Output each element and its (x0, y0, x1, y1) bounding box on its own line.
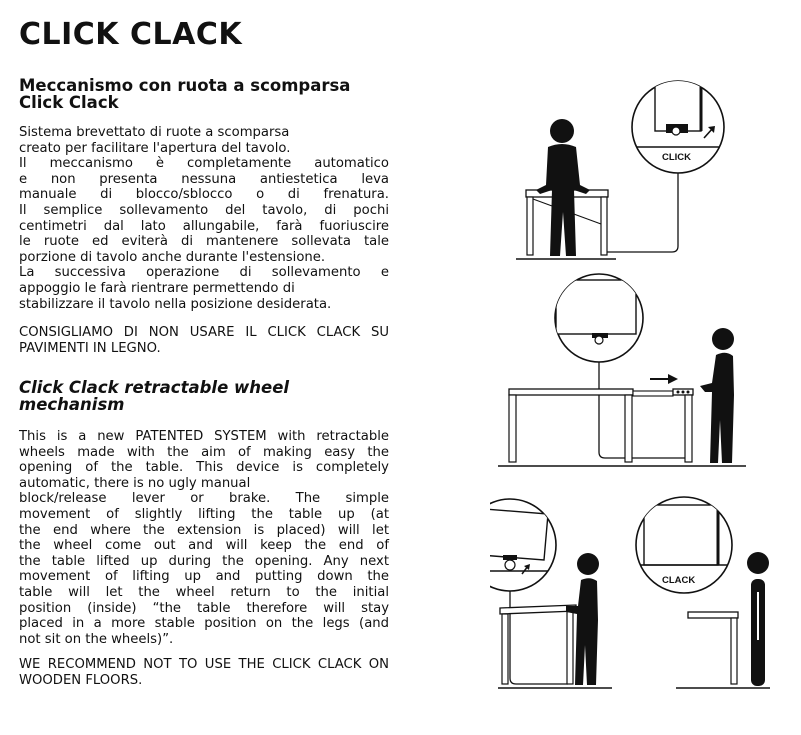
heading-line: Meccanismo con ruota a scomparsa (19, 76, 351, 95)
zoom-circle-wheel (555, 274, 643, 362)
text-line: WOODEN FLOORS. (19, 672, 143, 688)
text-line: porzione di tavolo anche durante l'estensione. (19, 249, 326, 265)
heading-line: mechanism (19, 395, 125, 414)
text-line: the table lifted up during the opening. Any next (19, 553, 389, 569)
text-line: position (inside) “the table therefore will stay (19, 600, 389, 616)
zoom-circle-clack (630, 497, 740, 593)
italian-heading (19, 77, 350, 111)
english-warning (19, 657, 389, 688)
text-line: e non presenta nessuna antiestetica leva (19, 171, 389, 187)
zoom-circle-wheel-out (490, 499, 560, 591)
person-figure (747, 552, 769, 686)
scene-wheel-out (490, 499, 612, 688)
text-line: creato per facilitare l'apertura del tavolo. (19, 140, 291, 156)
heading-line: Click Clack retractable wheel (19, 378, 290, 397)
text-line: centimetri dal lato allungabile, farà fuoriuscire (19, 218, 389, 234)
text-line: CONSIGLIAMO DI NON USARE IL CLICK CLACK SU (19, 325, 389, 340)
person-figure (536, 119, 590, 256)
english-description (19, 429, 389, 647)
text-line: appoggio le farà rientrare permettendo di (19, 280, 295, 296)
text-line: automatic, there is no ugly manual (19, 475, 251, 491)
scene-pulling-extension (498, 274, 746, 466)
text-line: Sistema brevettato di ruote a scomparsa (19, 125, 290, 140)
text-line: movement of lifting up and putting down the (19, 569, 389, 585)
text-line: wheels made with the aim of making easy the (19, 444, 389, 460)
pull-arrow-icon (650, 374, 678, 384)
text-line: stabilizzare il tavolo nella posizione desiderata. (19, 296, 332, 312)
text-line: WE RECOMMEND NOT TO USE THE CLICK CLACK ON (19, 657, 389, 672)
italian-description (19, 125, 389, 312)
lifted-table (500, 605, 576, 684)
text-line: Il meccanismo è completamente automatico (19, 156, 389, 172)
click-clack-illustration (490, 78, 790, 693)
heading-line: Click Clack (19, 93, 119, 112)
text-line: the end where the extension is placed) will let (19, 522, 389, 538)
text-line: La successiva operazione di sollevamento e (19, 265, 389, 281)
text-line: block/release lever or brake. The simple (19, 491, 389, 507)
scene-clack (630, 497, 770, 688)
text-line: movement of slightly lifting the table up (at (19, 506, 389, 522)
page-title: CLICK CLACK (19, 17, 243, 52)
click-label: CLICK (662, 152, 692, 163)
text-line: table will let the wheel return to the initial (19, 584, 389, 600)
text-line: placed in a more stable position on the legs (and (19, 616, 389, 632)
text-line: manuale di blocco/sblocco o di frenatura. (19, 187, 389, 203)
zoom-circle-click (630, 78, 726, 173)
text-line: Il semplice sollevamento del tavolo, di pochi (19, 202, 389, 218)
text-line: le ruote ed eviterà di mantenere sollevata tale (19, 234, 389, 250)
text-line: opening of the table. This device is completely (19, 460, 389, 476)
extending-table (509, 389, 693, 462)
text-line: PAVIMENTI IN LEGNO. (19, 340, 161, 356)
italian-warning (19, 325, 389, 356)
person-figure (700, 328, 734, 463)
text-line: the wheel come out and will keep the end of (19, 538, 389, 554)
lowered-table (688, 612, 738, 684)
english-heading (19, 379, 289, 413)
scene-closed-table (516, 78, 726, 259)
clack-label: CLACK (662, 575, 696, 586)
text-line: not sit on the wheels)”. (19, 631, 174, 647)
text-line: This is a new PATENTED SYSTEM with retractable (19, 429, 389, 444)
